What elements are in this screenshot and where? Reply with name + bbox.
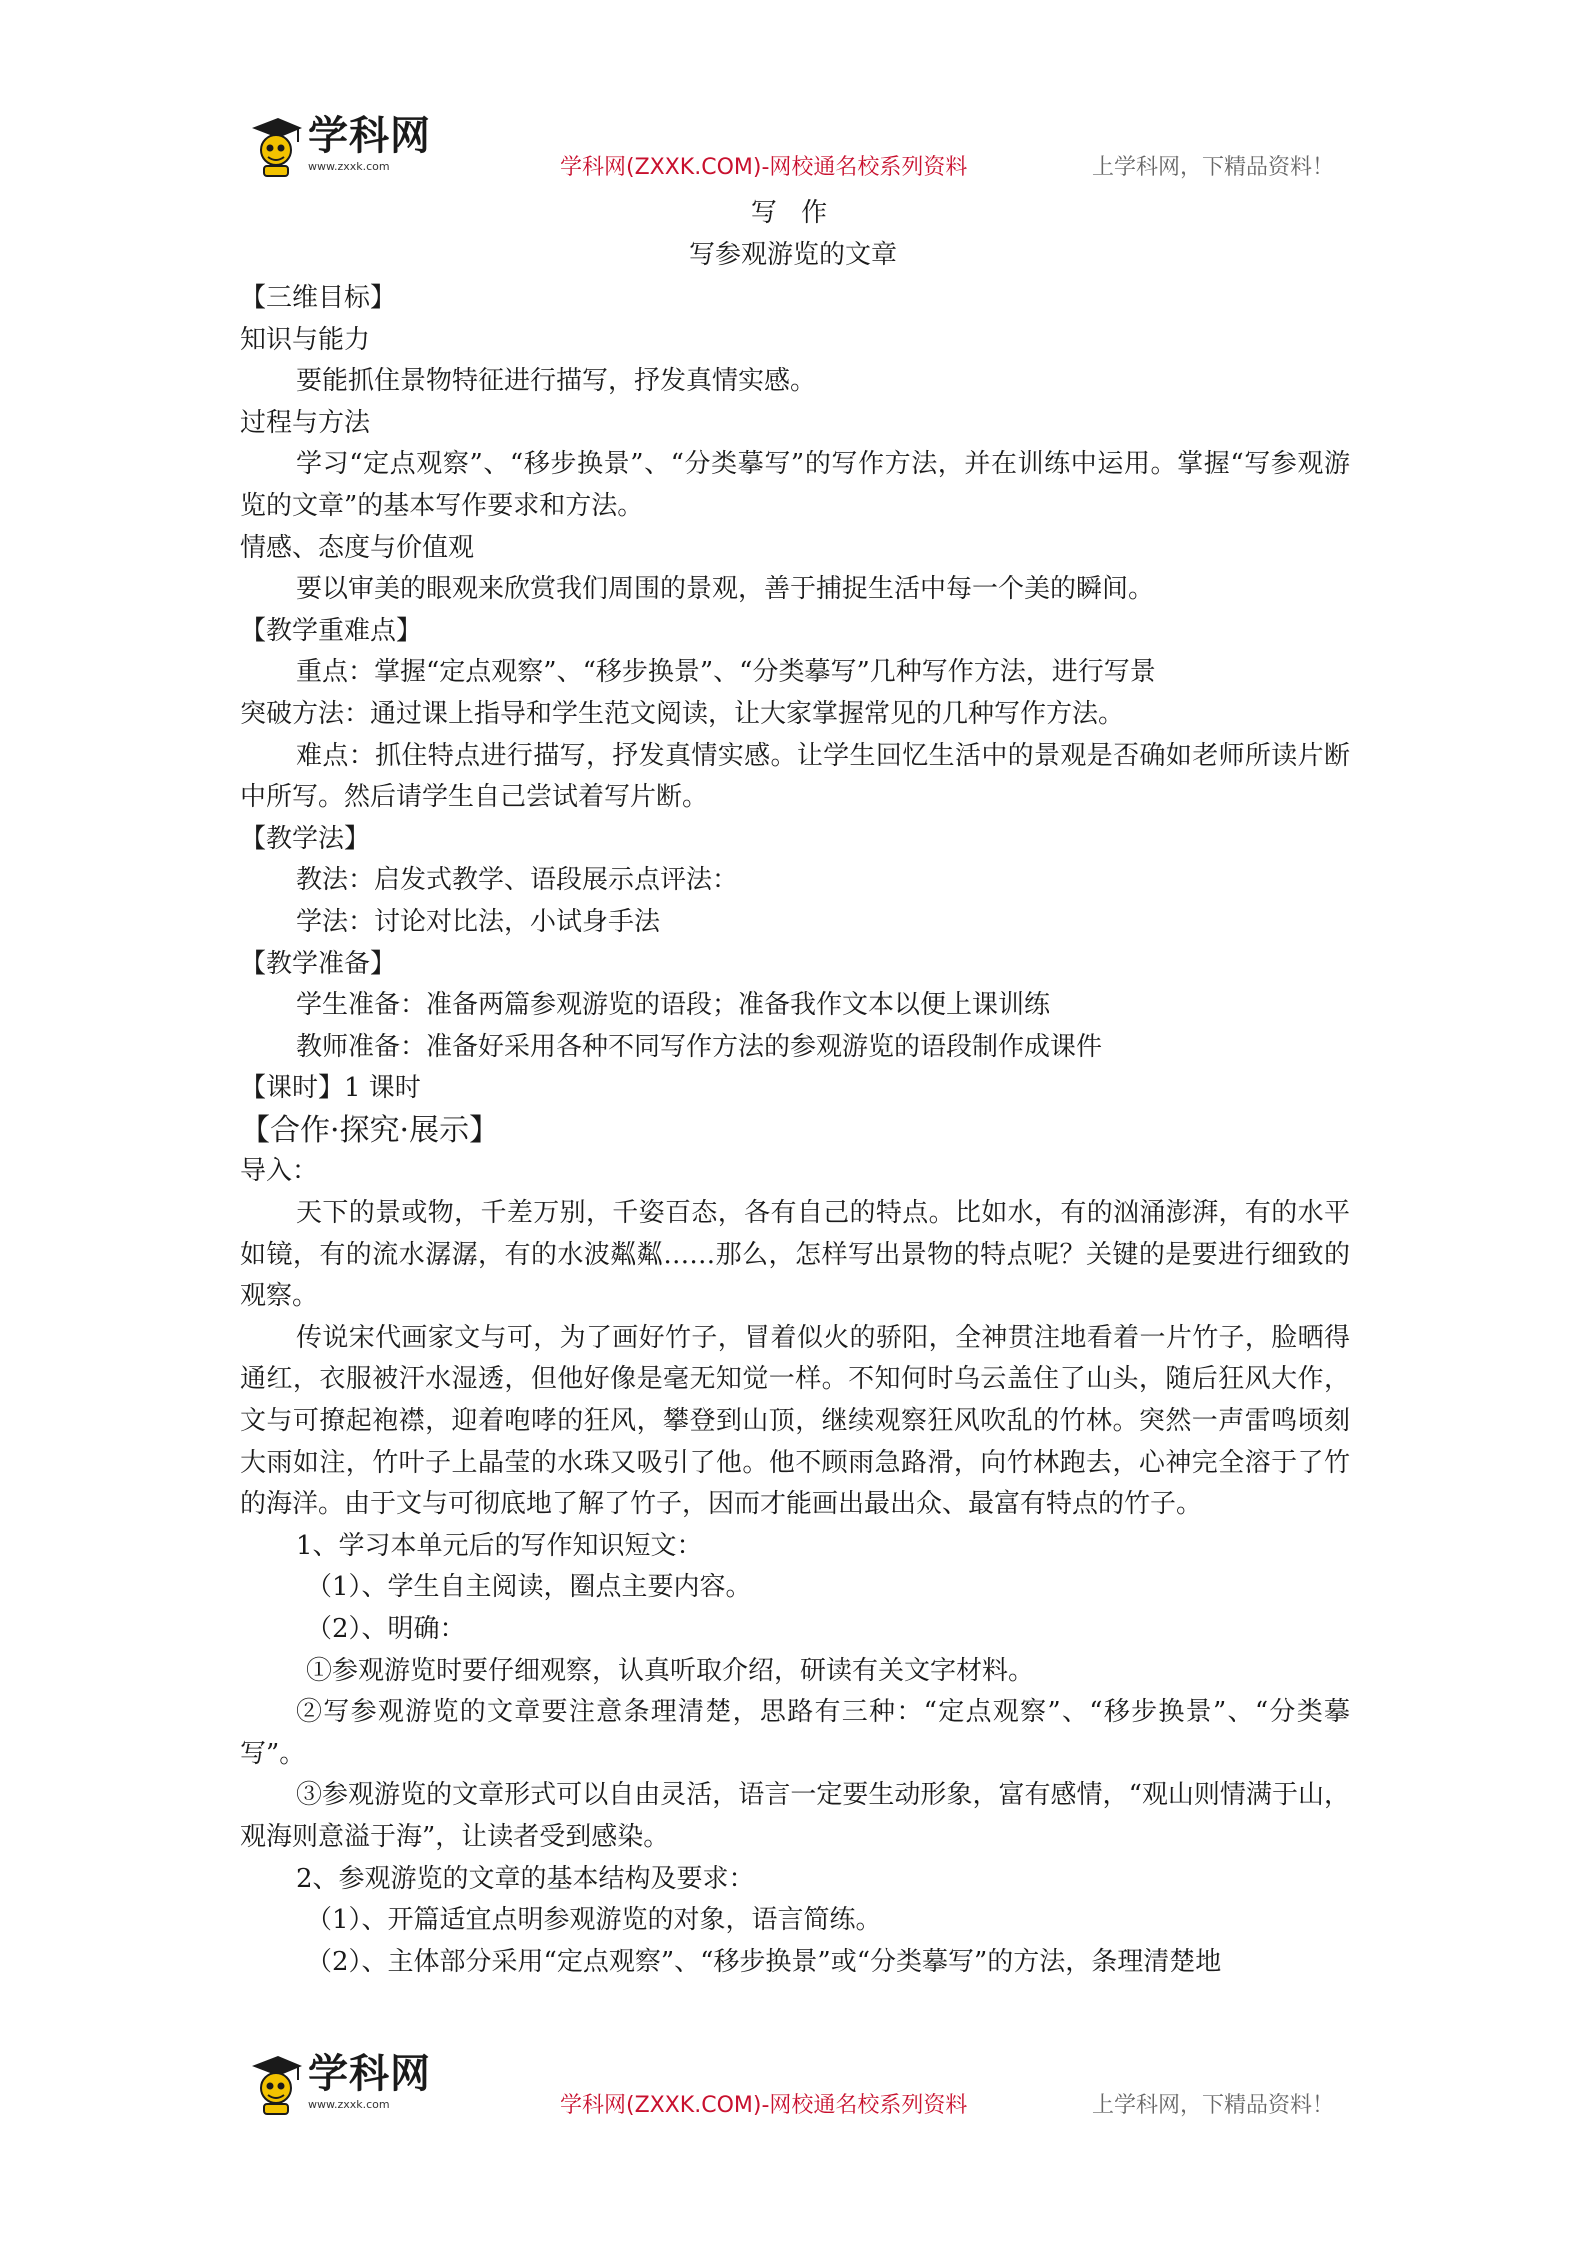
list-item: （2）、主体部分采用“定点观察”、“移步换景”或“分类摹写”的方法，条理清楚地 [306, 1946, 1222, 1977]
paragraph: 天下的景或物，千差万别，千姿百态，各有自己的特点。比如水，有的汹涌澎湃，有的水平如镜，有的流水潺潺，有的水波粼粼……那么，怎样写出景物的特点呢？关键的是要进行细致的观察。 [240, 1198, 1350, 1312]
paragraph: 要以审美的眼观来欣赏我们周围的景观，善于捕捉生活中每一个美的瞬间。 [296, 574, 1155, 605]
header-slogan: 学科网(ZXXK.COM)-网校通名校系列资料 [560, 155, 968, 180]
list-item: ③参观游览的文章形式可以自由灵活，语言一定要生动形象，富有感情，“观山则情满于山，观海则意溢于海”，让读者受到感染。 [240, 1780, 1350, 1852]
paragraph: 突破方法：通过课上指导和学生范文阅读，让大家掌握常见的几种写作方法。 [240, 698, 1125, 729]
logo-text: 学科网 [308, 2051, 431, 2097]
list-item: （2）、明确： [306, 1614, 466, 1644]
document-body [240, 278, 1350, 1983]
header-tagline: 上学科网，下精品资料！ [1092, 155, 1335, 180]
logo-url: www.zxxk.com [308, 2098, 390, 2111]
list-item: （1）、学生自主阅读，圈点主要内容。 [306, 1572, 752, 1603]
paragraph: 难点：抓住特点进行描写，抒发真情实感。让学生回忆生活中的景观是否确如老师所读片断中所写。然后请学生自己尝试着写片断。 [240, 740, 1350, 813]
paragraph: 学生准备：准备两篇参观游览的语段；准备我作文本以便上课训练 [296, 990, 1051, 1021]
paragraph: 重点：掌握“定点观察”、“移步换景”、“分类摹写”几种写作方法，进行写景 [296, 657, 1156, 688]
paragraph: 要能抓住景物特征进行描写，抒发真情实感。 [296, 366, 817, 397]
graduate-mascot-icon [248, 2052, 304, 2116]
logo [248, 110, 438, 186]
document-subtitle: 写参观游览的文章 [688, 240, 897, 270]
paragraph: 学习“定点观察”、“移步换景”、“分类摹写”的写作方法，并在训练中运用。掌握“写参观游览的文章”的基本写作要求和方法。 [240, 449, 1350, 521]
section-heading: 【教学重难点】 [240, 615, 423, 646]
list-item: ②写参观游览的文章要注意条理清楚，思路有三种：“定点观察”、“移步换景”、“分类摹写”。 [240, 1697, 1350, 1769]
list-item: ①参观游览时要仔细观察，认真听取介绍，研读有关文字材料。 [306, 1655, 1035, 1686]
footer-tagline: 上学科网，下精品资料！ [1092, 2093, 1335, 2118]
section-heading: 【三维目标】 [240, 283, 397, 313]
section-heading: 【合作·探究·展示】 [240, 1112, 500, 1148]
list-item: （1）、开篇适宜点明参观游览的对象，语言简练。 [306, 1905, 882, 1936]
logo [248, 2048, 438, 2124]
document-title: 写 作 [750, 198, 836, 228]
graduate-mascot-icon [248, 114, 304, 178]
section-heading: 【课时】1 课时 [240, 1073, 421, 1104]
footer-slogan: 学科网(ZXXK.COM)-网校通名校系列资料 [560, 2093, 968, 2118]
subheading: 导入： [240, 1156, 319, 1187]
paragraph: 教法：启发式教学、语段展示点评法： [296, 865, 739, 896]
section-heading: 【教学法】 [240, 823, 371, 854]
paragraph: 传说宋代画家文与可，为了画好竹子，冒着似火的骄阳，全神贯注地看着一片竹子，脸晒得通红，衣服被汗水湿透，但他好像是毫无知觉一样。不知何时乌云盖住了山头，随后狂风大作，文与可撩起袍襟，迎着咆哮的狂风，攀登到山顶，继续观察狂风吹乱的竹林。突然一声雷鸣顷刻大雨如注，竹叶子上晶莹的水珠又吸引了他。他不顾雨急路滑，向竹林跑去，心神完全溶于了竹的海洋。由于文与可彻底地了解了竹子，因而才能画出最出众、最富有特点的竹子。 [240, 1322, 1350, 1520]
paragraph: 教师准备：准备好采用各种不同写作方法的参观游览的语段制作成课件 [296, 1031, 1103, 1062]
subheading: 过程与方法 [240, 407, 371, 438]
page-header [0, 110, 1586, 190]
list-item: 2、参观游览的文章的基本结构及要求： [296, 1863, 755, 1894]
subheading: 知识与能力 [240, 324, 371, 355]
paragraph: 学法：讨论对比法，小试身手法 [296, 906, 661, 937]
logo-text: 学科网 [308, 113, 431, 159]
page-footer [0, 2048, 1586, 2128]
list-item: 1、学习本单元后的写作知识短文： [296, 1530, 703, 1561]
subheading: 情感、态度与价值观 [240, 532, 475, 563]
section-heading: 【教学准备】 [240, 948, 397, 979]
logo-url: www.zxxk.com [308, 160, 390, 173]
